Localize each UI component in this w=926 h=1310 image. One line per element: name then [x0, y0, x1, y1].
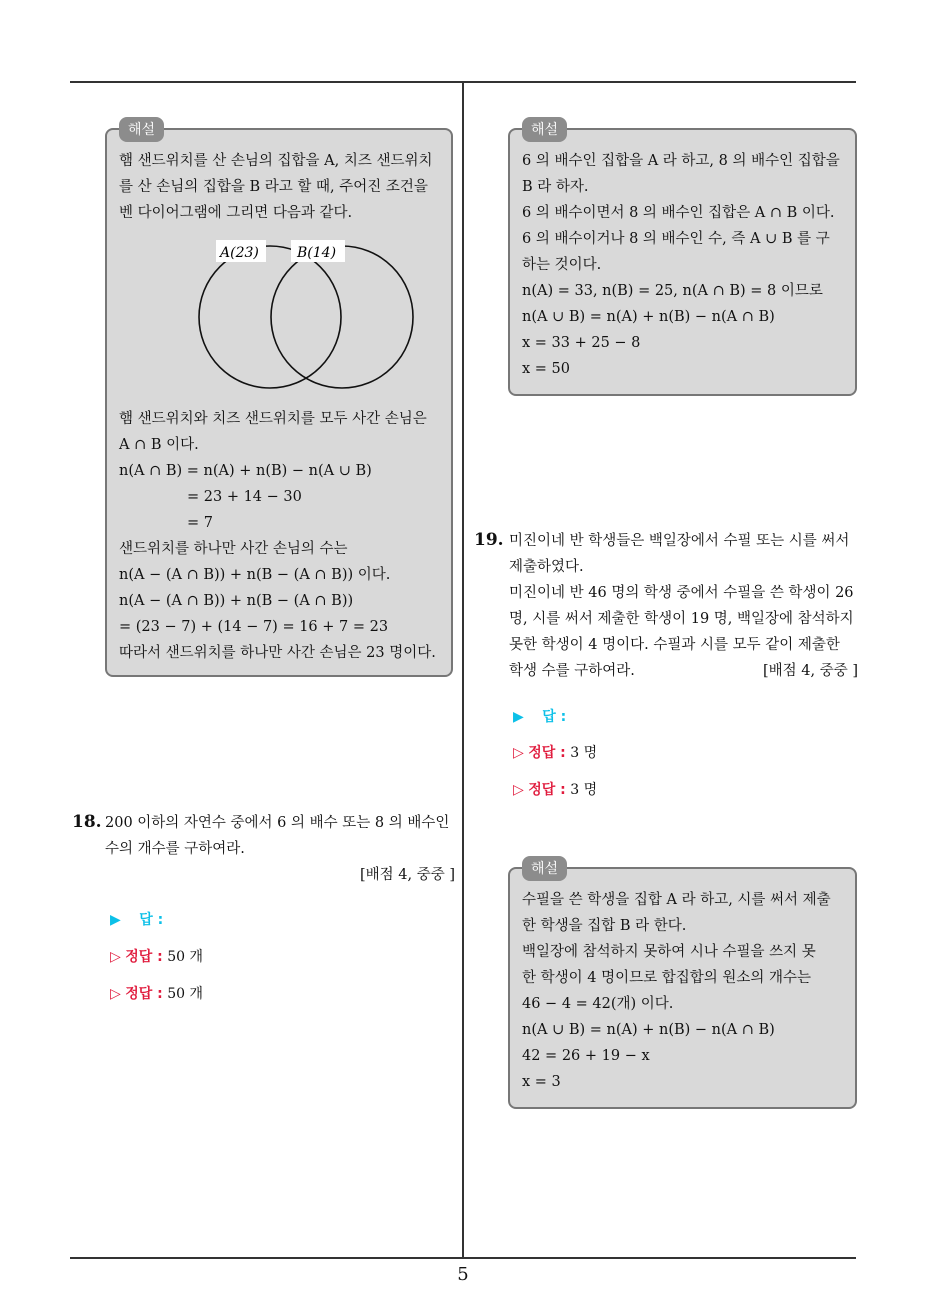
solution-lines: 6 의 배수인 집합을 A 라 하고, 8 의 배수인 집합을 B 라 하자. 6 의 배수이면서 8 의 배수인 집합은 A ∩ B 이다. 6 의 배수이거나 8 의 배수인 수, 즉 A ∪ B 를 구 하는 것이다. n(A) = 33, n(B) = 25, n(A ∩ B) = 8 이므로 n(A ∪ B) = n(A) + n(B) − n(A ∩ B) x = 33 + 25 − 8 x = 50	[522, 153, 840, 377]
solution-box-2	[508, 122, 857, 396]
page-number: 5	[457, 1264, 469, 1285]
question-18-answer: ▶ 답 :	[110, 912, 164, 928]
question-19-points: [배점 4, 중중 ]	[762, 663, 858, 679]
solution-tag: 해설	[119, 117, 164, 142]
venn-diagram	[167, 238, 427, 398]
bottom-rule	[70, 1257, 856, 1259]
venn-label-b: B(14)	[297, 245, 337, 261]
question-19-correct-2: ▷ 정답 : 3 명	[513, 782, 598, 798]
solution-lines: 수필을 쓴 학생을 집합 A 라 하고, 시를 써서 제출 한 학생을 집합 B 라 한다. 백일장에 참석하지 못하여 시나 수필을 쓰지 못 한 학생이 4 명이므로 합집합의 원소의 개수는 46 − 4 = 42(개) 이다. n(A ∪ B) = n(A) + n(B) − n(A ∩ B) 42 = 26 + 19 − x x = 3	[522, 892, 831, 1090]
solid-triangle-icon: ▶	[110, 912, 121, 928]
venn-circle-b	[271, 246, 413, 388]
solution-intro: 햄 샌드위치를 산 손님의 집합을 A, 치즈 샌드위치 를 산 손님의 집합을 B 라고 할 때, 주어진 조건을 벤 다이어그램에 그리면 다음과 같다.	[119, 153, 433, 221]
question-18-number: 18.	[72, 812, 102, 832]
question-19-number: 19.	[474, 530, 504, 550]
question-18-points: [배점 4, 중중 ]	[359, 867, 455, 883]
solution-box-1	[105, 122, 453, 677]
open-triangle-icon: ▷	[110, 986, 121, 1002]
open-triangle-icon: ▷	[110, 949, 121, 965]
question-19-text: 미진이네 반 학생들은 백일장에서 수필 또는 시를 써서 제출하였다. 미진이네 반 46 명의 학생 중에서 수필을 쓴 학생이 26 명, 시를 써서 제출한 학생이 19 명, 백일장에 참석하지 못한 학생이 4 명이다. 수필과 시를 모두 같이 제출한 학생 수를 구하여라. [배점 4, 중중 ]	[509, 528, 858, 684]
venn-circle-a	[199, 246, 341, 388]
solution-tag: 해설	[522, 117, 567, 142]
solution-body: 햄 샌드위치와 치즈 샌드위치를 모두 사간 손님은 A ∩ B 이다. n(A ∩ B) = n(A) + n(B) − n(A ∪ B) = 23 + 14 − 30 = 7 샌드위치를 하나만 사간 손님의 수는 n(A − (A ∩ B)) + n(B − (A ∩ B)) 이다. n(A − (A ∩ B)) + n(B − (A ∩ B)) = (23 − 7) + (14 − 7) = 16 + 7 = 23 따라서 샌드위치를 하나만 사간 손님은 23 명이다.	[119, 411, 436, 661]
question-19-correct-1: ▷ 정답 : 3 명	[513, 745, 598, 761]
question-19-answer: ▶ 답 :	[513, 709, 567, 725]
question-18-correct-1: ▷ 정답 : 50 개	[110, 949, 204, 965]
column-divider	[462, 83, 464, 1257]
open-triangle-icon: ▷	[513, 745, 524, 761]
question-18-text: 200 이하의 자연수 중에서 6 의 배수 또는 8 의 배수인 수의 개수를 구하여라. [배점 4, 중중 ]	[105, 810, 455, 888]
solid-triangle-icon: ▶	[513, 709, 524, 725]
open-triangle-icon: ▷	[513, 782, 524, 798]
question-18-correct-2: ▷ 정답 : 50 개	[110, 986, 204, 1002]
venn-label-a: A(23)	[220, 245, 259, 261]
solution-box-3	[508, 861, 857, 1109]
solution-tag: 해설	[522, 856, 567, 881]
